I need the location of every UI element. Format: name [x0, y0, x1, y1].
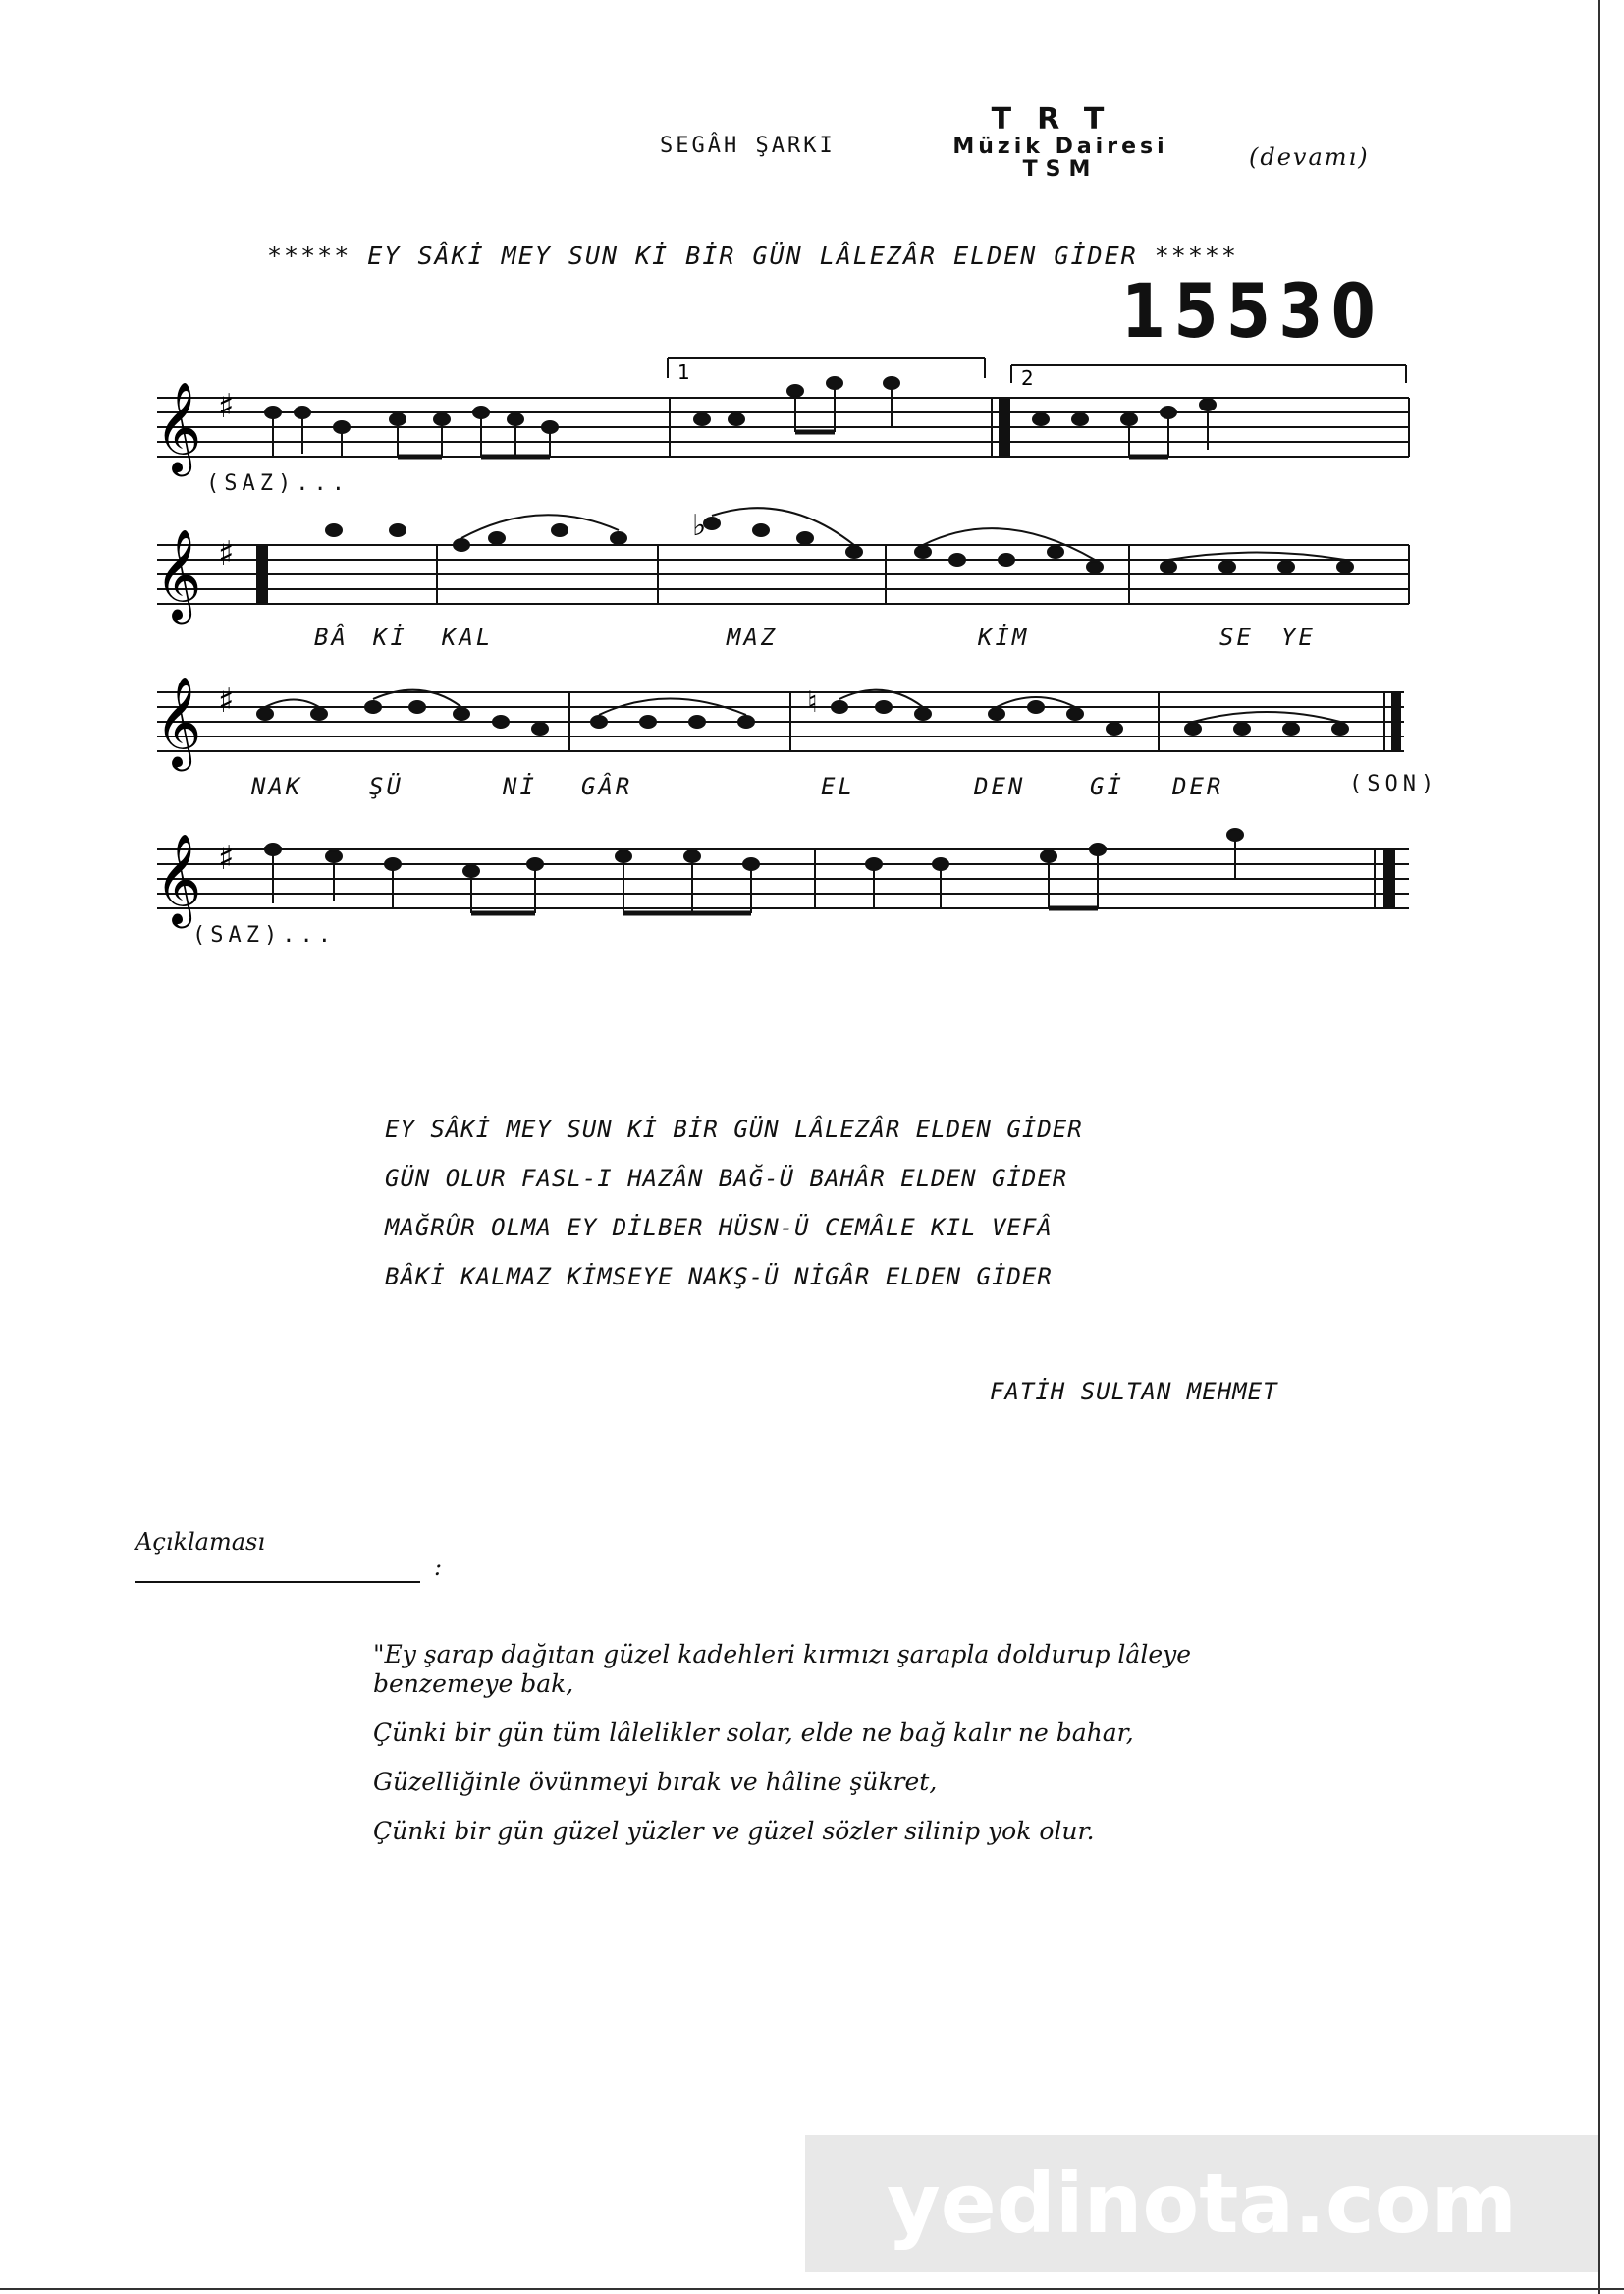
lyric-syllable: EL: [821, 773, 855, 800]
sharp-icon: ♯: [218, 387, 235, 426]
lyric-syllable: GÂR: [581, 773, 633, 800]
sharp-icon: ♯: [218, 839, 235, 878]
stamp-muzik-dairesi-text: Müzik Dairesi: [952, 134, 1168, 159]
saz-label-1: (SAZ)...: [206, 471, 350, 496]
sharp-icon: ♯: [218, 534, 235, 574]
explanation-underline: [135, 1581, 420, 1583]
lyric-syllable: Gİ: [1090, 773, 1124, 800]
lyric-syllable: YE: [1281, 624, 1316, 651]
volta-1-label: 1: [677, 360, 690, 384]
lyric-syllable: BÂ: [314, 624, 349, 651]
poem-line: EY SÂKİ MEY SUN Kİ BİR GÜN LÂLEZÂR ELDEN GİDER: [385, 1116, 1083, 1143]
trt-stamp: [908, 104, 1213, 181]
natural-icon: ♮: [807, 685, 818, 720]
treble-clef-icon: 𝄞: [155, 676, 202, 767]
lyric-syllable: Kİ: [373, 624, 407, 651]
staff-1: [147, 344, 1424, 481]
explanation-colon: :: [434, 1554, 443, 1581]
song-title: ***** EY SÂKİ MEY SUN Kİ BİR GÜN LÂLEZÂR ELDEN GİDER *****: [267, 242, 1238, 270]
treble-clef-icon: 𝄞: [155, 381, 202, 472]
explanation-paragraph: Çünki bir gün tüm lâlelikler solar, elde ne bağ kalır ne bahar,: [373, 1719, 1134, 1747]
explanation-paragraph: "Ey şarap dağıtan güzel kadehleri kırmızı şarapla doldurup lâleye benzemeye bak,: [373, 1640, 1192, 1698]
staff-2: [147, 491, 1424, 628]
song-form-label: SEGÂH ŞARKI: [660, 134, 836, 158]
lyric-syllable: NAK: [251, 773, 303, 800]
treble-clef-icon: 𝄞: [155, 528, 202, 620]
sharp-icon: ♯: [218, 682, 235, 721]
lyric-syllable: DEN: [974, 773, 1026, 800]
poem-line: MAĞRÛR OLMA EY DİLBER HÜSN-Ü CEMÂLE KIL VEFÂ: [385, 1214, 1053, 1241]
lyric-syllable: MAZ: [727, 624, 779, 651]
lyric-syllable: SE: [1219, 624, 1254, 651]
flat-icon: ♭: [692, 509, 707, 543]
explanation-text: [373, 1640, 1335, 1866]
volta-2-label: 2: [1021, 366, 1034, 390]
staff-3: [147, 638, 1424, 776]
continued-label: (devamı): [1249, 143, 1370, 171]
lyric-syllable: Nİ: [503, 773, 537, 800]
archive-number: 15530: [1121, 267, 1384, 355]
lyric-syllable: DER: [1172, 773, 1224, 800]
explanation-paragraph: Çünki bir gün güzel yüzler ve güzel sözler silinip yok olur.: [373, 1817, 1095, 1845]
treble-clef-icon: 𝄞: [155, 833, 202, 924]
poem-line: GÜN OLUR FASL-I HAZÂN BAĞ-Ü BAHÂR ELDEN GİDER: [385, 1165, 1068, 1192]
lyric-syllable: KİM: [978, 624, 1030, 651]
staff-4: [147, 795, 1424, 933]
page-bottom-edge: [0, 2288, 1624, 2290]
end-label: (SON): [1349, 772, 1439, 796]
poem-block: [385, 1105, 1083, 1301]
poem-line: BÂKİ KALMAZ KİMSEYE NAKŞ-Ü NİGÂR ELDEN GİDER: [385, 1263, 1053, 1290]
page-right-edge: [1598, 0, 1600, 2294]
lyric-syllable: ŞÜ: [369, 773, 404, 800]
explanation-label: Açıklaması: [135, 1528, 266, 1556]
watermark: yedinota.com: [805, 2135, 1598, 2272]
stamp-tsm-text: TSM: [1022, 156, 1099, 182]
lyric-syllable: KAL: [442, 624, 494, 651]
explanation-paragraph: Güzelliğinle övünmeyi bırak ve hâline şükret,: [373, 1768, 938, 1796]
saz-label-2: (SAZ)...: [192, 923, 336, 948]
composer-name: FATİH SULTAN MEHMET: [990, 1378, 1278, 1405]
stamp-trt-text: TRT: [991, 102, 1130, 137]
